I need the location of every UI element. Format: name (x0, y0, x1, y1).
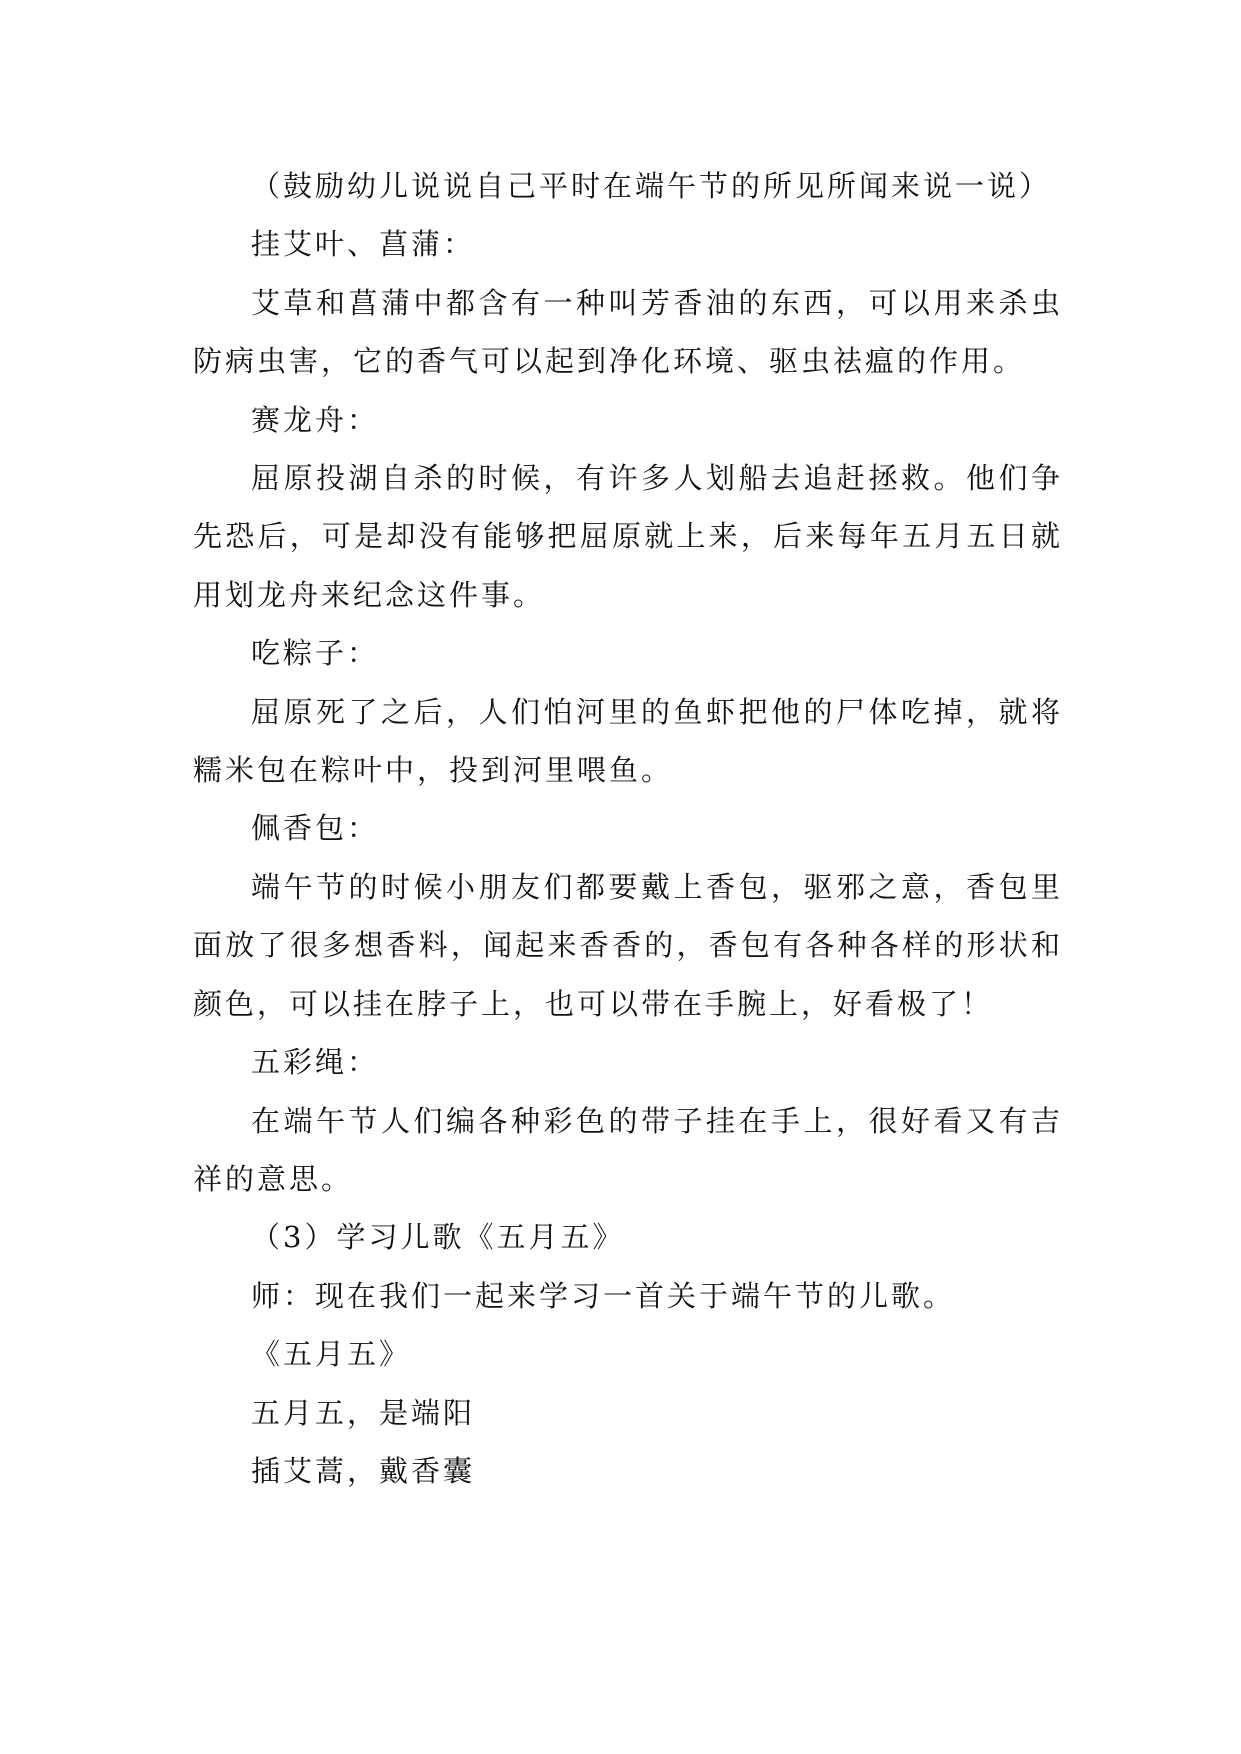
heading-dragon-boat: 赛龙舟： (251, 402, 380, 437)
rhyme-title: 《五月五》 (251, 1337, 412, 1372)
heading-five-color-rope: 五彩绳： (251, 1045, 380, 1080)
paragraph-dragon-boat: 屈原投湖自杀的时候，有许多人划船去追赶拯救。他们争先恐后，可是却没有能够把屈原就上来，后来每年五月五日就用划龙舟来纪念这件事。 (193, 461, 1063, 612)
document-body (193, 157, 1063, 1500)
section-learn-rhyme: （3）学习儿歌《五月五》 (251, 1220, 625, 1255)
rhyme-line-2: 插艾蒿，戴香囊 (251, 1453, 476, 1488)
paragraph-zongzi: 屈原死了之后，人们怕河里的鱼虾把他的尸体吃掉，就将糯米包在粽叶中，投到河里喂鱼。 (193, 694, 1063, 788)
heading-sachet: 佩香包： (251, 811, 380, 846)
rhyme-line-1: 五月五，是端阳 (251, 1395, 476, 1430)
paragraph-intro-note: （鼓励幼儿说说自己平时在端午节的所见所闻来说一说） (251, 169, 1052, 203)
paragraph-five-color-rope: 在端午节人们编各种彩色的带子挂在手上，很好看又有吉祥的意思。 (193, 1103, 1063, 1196)
heading-wormwood-calamus: 挂艾叶、菖蒲： (251, 227, 476, 262)
heading-zongzi: 吃粽子： (251, 636, 380, 671)
teacher-line: 师：现在我们一起来学习一首关于端午节的儿歌。 (251, 1278, 956, 1313)
paragraph-sachet: 端午节的时候小朋友们都要戴上香包，驱邪之意，香包里面放了很多想香料，闻起来香香的，香包有各种各样的形状和颜色，可以挂在脖子上，也可以带在手腕上，好看极了！ (193, 869, 1063, 1021)
paragraph-wormwood-calamus: 艾草和菖蒲中都含有一种叫芳香油的东西，可以用来杀虫防病虫害，它的香气可以起到净化环境、驱虫祛瘟的作用。 (193, 285, 1063, 379)
